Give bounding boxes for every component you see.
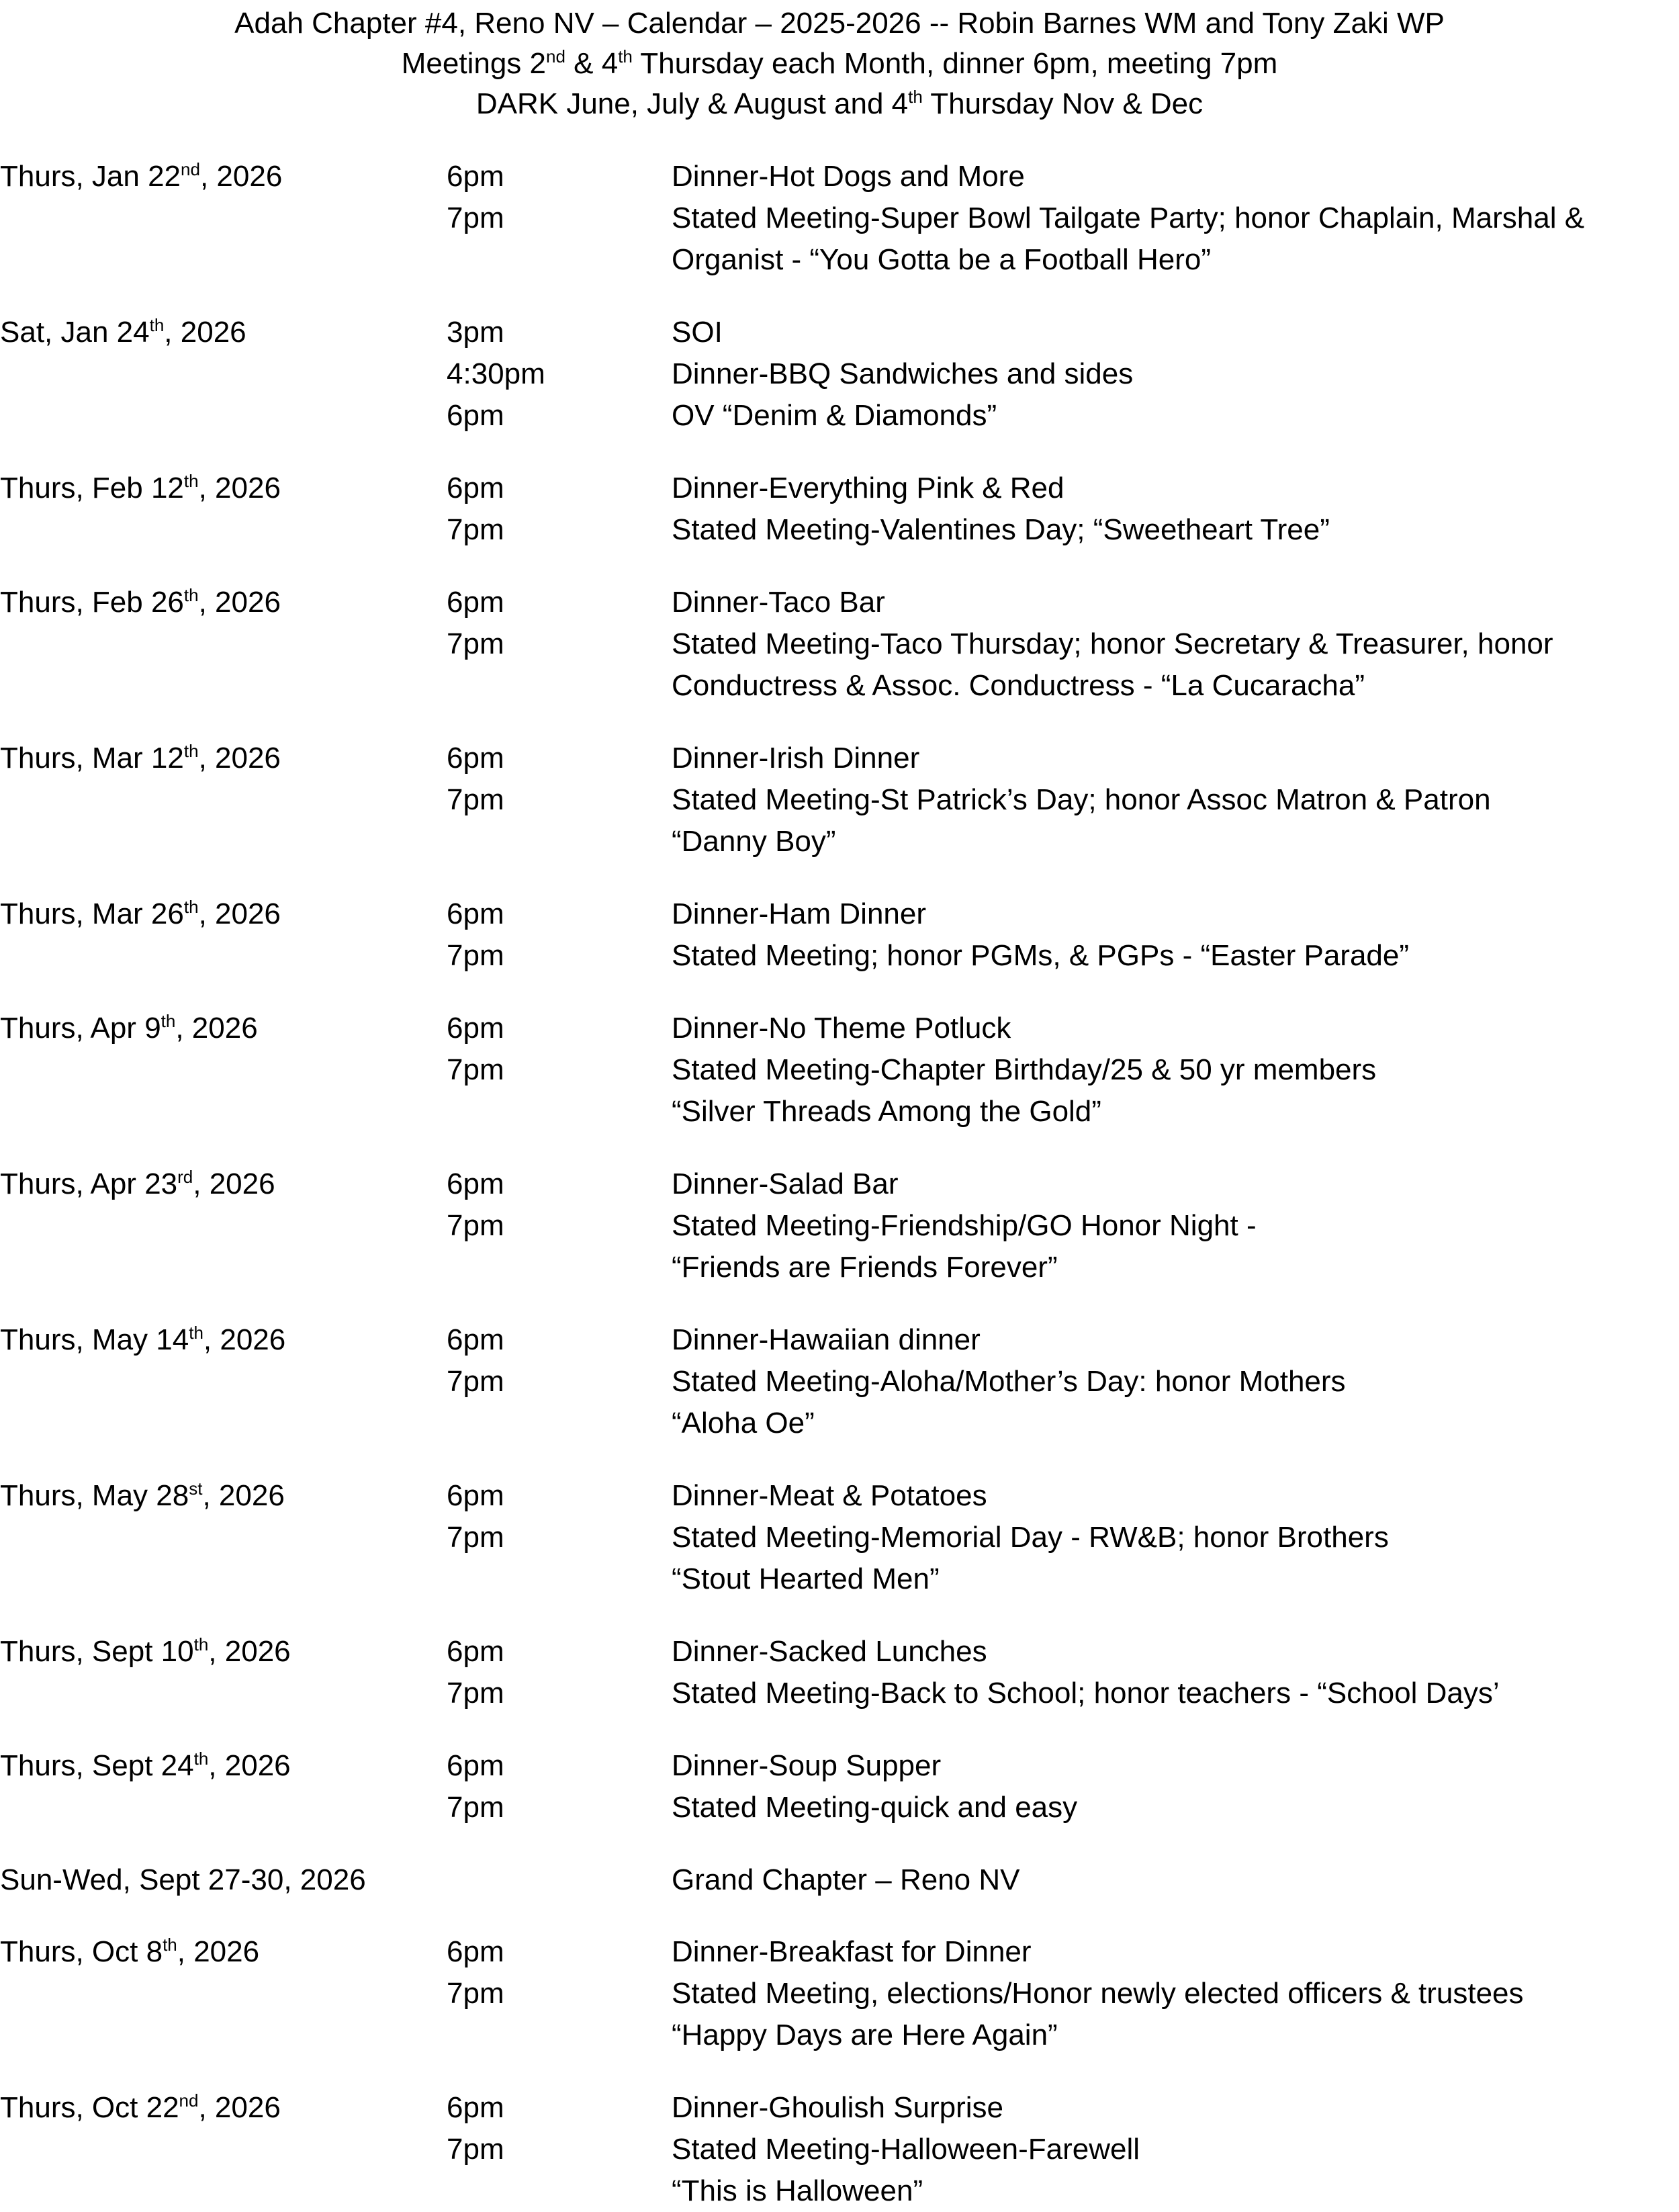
event-description: Stated Meeting; honor PGMs, & PGPs - “Easter Parade” <box>672 939 1410 972</box>
event-time: 7pm <box>447 1365 504 1398</box>
event-time: 6pm <box>447 1749 504 1782</box>
event-date-ordinal: th <box>183 741 199 761</box>
event-description: Dinner-Breakfast for Dinner <box>672 1935 1032 1968</box>
event-time: 3pm <box>447 316 504 349</box>
event-time: 7pm <box>447 1977 504 2010</box>
event-description: SOI <box>672 316 723 349</box>
event-description: “Aloha Oe” <box>672 1407 815 1440</box>
event-date-text: Thurs, Mar 12 <box>0 742 184 775</box>
event-date-year: , 2026 <box>175 1012 258 1045</box>
event-description: Stated Meeting-Valentines Day; “Sweetheart Tree” <box>672 513 1330 546</box>
event-time: 6pm <box>447 1635 504 1668</box>
event-date-text: Sat, Jan 24 <box>0 316 150 349</box>
event-time: 7pm <box>447 783 504 816</box>
event-slot <box>0 1931 1679 1973</box>
event-description: “Silver Threads Among the Gold” <box>672 1095 1101 1128</box>
event-date-text: Thurs, Oct 8 <box>0 1935 163 1968</box>
event-slot <box>0 1361 1679 1403</box>
event-time: 6pm <box>447 742 504 775</box>
event-time: 6pm <box>447 2091 504 2124</box>
event-date-ordinal: th <box>189 1323 203 1343</box>
event-slot <box>0 1319 1679 1361</box>
event-slot <box>0 779 1679 821</box>
event-description: “Happy Days are Here Again” <box>672 2019 1058 2051</box>
event-slot <box>0 509 1679 551</box>
header-dark-sup: th <box>908 87 923 107</box>
event-slot <box>0 239 1679 281</box>
event-description: Stated Meeting, elections/Honor newly elected officers & trustees <box>672 1977 1524 2010</box>
event-slot <box>0 1673 1679 1714</box>
event-date-text: Thurs, Sept 10 <box>0 1635 194 1668</box>
event-date-year: , 2026 <box>193 1167 275 1200</box>
event-date-text: Sun-Wed, Sept 27-30, 2026 <box>0 1863 366 1896</box>
event-time: 6pm <box>447 1012 504 1045</box>
event-slot <box>0 1008 1679 1049</box>
event-date-ordinal: th <box>161 1011 176 1031</box>
event-description: Stated Meeting-Taco Thursday; honor Secretary & Treasurer, honor <box>672 627 1553 660</box>
event-time: 6pm <box>447 586 504 619</box>
event-date-ordinal: st <box>189 1478 203 1499</box>
header-dark-part: Thursday Nov & Dec <box>922 87 1204 120</box>
event-description: Dinner-BBQ Sandwiches and sides <box>672 357 1134 390</box>
header-meetings-part: Thursday each Month, dinner 6pm, meeting 7pm <box>632 47 1278 80</box>
event-description: Stated Meeting-St Patrick’s Day; honor Assoc Matron & Patron <box>672 783 1491 816</box>
event-date-ordinal: th <box>183 897 199 917</box>
event-description: Dinner-Everything Pink & Red <box>672 472 1064 504</box>
header-meetings-part: Meetings 2 <box>401 47 546 80</box>
event-description: Stated Meeting-Friendship/GO Honor Night - <box>672 1209 1257 1242</box>
event-slot <box>0 1403 1679 1444</box>
event-description: Dinner-Ghoulish Surprise <box>672 2091 1003 2124</box>
event-description: Dinner-Hot Dogs and More <box>672 160 1025 193</box>
header-meetings-sup: nd <box>545 46 565 67</box>
event-description: Stated Meeting-quick and easy <box>672 1791 1078 1824</box>
header-meetings <box>0 43 1679 85</box>
event-time: 7pm <box>447 1791 504 1824</box>
event-date-year: , 2026 <box>208 1749 291 1782</box>
event-date-year: , 2026 <box>203 1323 286 1356</box>
event-date-year: , 2026 <box>164 316 246 349</box>
event-description: Dinner-Taco Bar <box>672 586 885 619</box>
event-date-text: Thurs, Feb 26 <box>0 586 184 619</box>
event-description: Dinner-Irish Dinner <box>672 742 920 775</box>
event-description: Dinner-Hawaiian dinner <box>672 1323 981 1356</box>
event-time: 6pm <box>447 160 504 193</box>
event-time: 7pm <box>447 1209 504 1242</box>
event-description: Stated Meeting-Super Bowl Tailgate Party; honor Chaplain, Marshal & <box>672 202 1585 234</box>
event-slot <box>0 582 1679 623</box>
event-description: Grand Chapter – Reno NV <box>672 1863 1020 1896</box>
event-slot <box>0 1859 1679 1901</box>
event-description: Dinner-Soup Supper <box>672 1749 942 1782</box>
event-time: 7pm <box>447 202 504 234</box>
event-description: “Friends are Friends Forever” <box>672 1251 1058 1284</box>
event-date-text: Thurs, May 14 <box>0 1323 189 1356</box>
event-date-ordinal: th <box>163 1935 177 1955</box>
event-date-ordinal: nd <box>181 159 200 179</box>
event-slot <box>0 2087 1679 2129</box>
event-date-year: , 2026 <box>177 1935 260 1968</box>
event-slot <box>0 1558 1679 1600</box>
event-time: 6pm <box>447 1479 504 1512</box>
event-date-text: Thurs, Mar 26 <box>0 897 184 930</box>
event-slot <box>0 935 1679 977</box>
event-description: Dinner-Sacked Lunches <box>672 1635 987 1668</box>
event-slot <box>0 821 1679 862</box>
event-slot <box>0 1049 1679 1091</box>
event-date-text: Thurs, Apr 9 <box>0 1012 161 1045</box>
event-date-ordinal: th <box>183 471 199 491</box>
event-slot <box>0 312 1679 353</box>
event-date-text: Thurs, Feb 12 <box>0 472 184 504</box>
event-time: 7pm <box>447 2133 504 2166</box>
event-slot <box>0 1205 1679 1247</box>
event-slot <box>0 1163 1679 1205</box>
event-slot <box>0 1475 1679 1517</box>
event-slot <box>0 468 1679 509</box>
event-slot <box>0 1247 1679 1288</box>
event-date-text: Thurs, Jan 22 <box>0 160 181 193</box>
event-time: 6pm <box>447 897 504 930</box>
event-description: Dinner-No Theme Potluck <box>672 1012 1011 1045</box>
event-time: 7pm <box>447 939 504 972</box>
header-dark-months <box>0 83 1679 125</box>
event-slot <box>0 197 1679 239</box>
event-description: “This is Halloween” <box>672 2174 923 2207</box>
event-time: 6pm <box>447 1167 504 1200</box>
header-title-text: Adah Chapter #4, Reno NV – Calendar – 2025-2026 -- Robin Barnes WM and Tony Zaki WP <box>234 7 1445 40</box>
event-slot <box>0 1517 1679 1558</box>
event-date-year: , 2026 <box>198 472 281 504</box>
event-description: Stated Meeting-Chapter Birthday/25 & 50 yr members <box>672 1053 1377 1086</box>
event-description: “Stout Hearted Men” <box>672 1562 940 1595</box>
event-slot <box>0 1091 1679 1133</box>
event-description: Stated Meeting-Memorial Day - RW&B; honor Brothers <box>672 1521 1389 1554</box>
event-slot <box>0 353 1679 395</box>
event-description: Organist - “You Gotta be a Football Hero” <box>672 243 1211 276</box>
event-description: “Danny Boy” <box>672 825 836 858</box>
event-description: OV “Denim & Diamonds” <box>672 399 997 432</box>
event-slot <box>0 2129 1679 2170</box>
header-meetings-part: & 4 <box>565 47 619 80</box>
event-description: Dinner-Meat & Potatoes <box>672 1479 987 1512</box>
event-slot <box>0 395 1679 437</box>
header-meetings-sup: th <box>618 46 633 67</box>
event-date-year: , 2026 <box>202 1479 285 1512</box>
event-date-year: , 2026 <box>198 897 281 930</box>
event-time: 4:30pm <box>447 357 545 390</box>
event-slot <box>0 1631 1679 1673</box>
event-date-ordinal: th <box>149 315 165 335</box>
event-slot <box>0 1973 1679 2015</box>
event-date-ordinal: th <box>193 1749 209 1769</box>
event-date-text: Thurs, Oct 22 <box>0 2091 179 2124</box>
event-slot <box>0 1745 1679 1787</box>
event-description: Stated Meeting-Back to School; honor teachers - “School Days’ <box>672 1677 1500 1710</box>
header-dark-part: DARK June, July & August and 4 <box>475 87 909 120</box>
event-date-year: , 2026 <box>198 742 281 775</box>
event-slot <box>0 893 1679 935</box>
event-date-ordinal: rd <box>177 1167 193 1187</box>
event-time: 7pm <box>447 1053 504 1086</box>
event-date-year: , 2026 <box>198 2091 281 2124</box>
event-date-year: , 2026 <box>198 586 281 619</box>
event-time: 6pm <box>447 472 504 504</box>
event-slot <box>0 2170 1679 2212</box>
event-description: Dinner-Salad Bar <box>672 1167 899 1200</box>
event-slot <box>0 665 1679 707</box>
event-description: Stated Meeting-Aloha/Mother’s Day: honor Mothers <box>672 1365 1346 1398</box>
event-date-text: Thurs, May 28 <box>0 1479 189 1512</box>
event-description: Dinner-Ham Dinner <box>672 897 927 930</box>
event-date-year: , 2026 <box>199 160 283 193</box>
event-slot <box>0 623 1679 665</box>
event-time: 6pm <box>447 1323 504 1356</box>
event-time: 7pm <box>447 1521 504 1554</box>
event-date-ordinal: th <box>193 1634 209 1654</box>
event-time: 6pm <box>447 399 504 432</box>
event-date-text: Thurs, Apr 23 <box>0 1167 178 1200</box>
event-time: 7pm <box>447 627 504 660</box>
event-date-ordinal: th <box>183 585 199 605</box>
event-slot <box>0 2015 1679 2056</box>
header-title <box>0 3 1679 44</box>
event-time: 6pm <box>447 1935 504 1968</box>
event-date-ordinal: nd <box>179 2090 199 2111</box>
event-description: Conductress & Assoc. Conductress - “La Cucaracha” <box>672 669 1365 702</box>
event-time: 7pm <box>447 1677 504 1710</box>
event-slot <box>0 738 1679 779</box>
event-date-year: , 2026 <box>208 1635 291 1668</box>
event-description: Stated Meeting-Halloween-Farewell <box>672 2133 1140 2166</box>
event-slot <box>0 156 1679 197</box>
event-slot <box>0 1787 1679 1828</box>
event-date-text: Thurs, Sept 24 <box>0 1749 194 1782</box>
event-time: 7pm <box>447 513 504 546</box>
